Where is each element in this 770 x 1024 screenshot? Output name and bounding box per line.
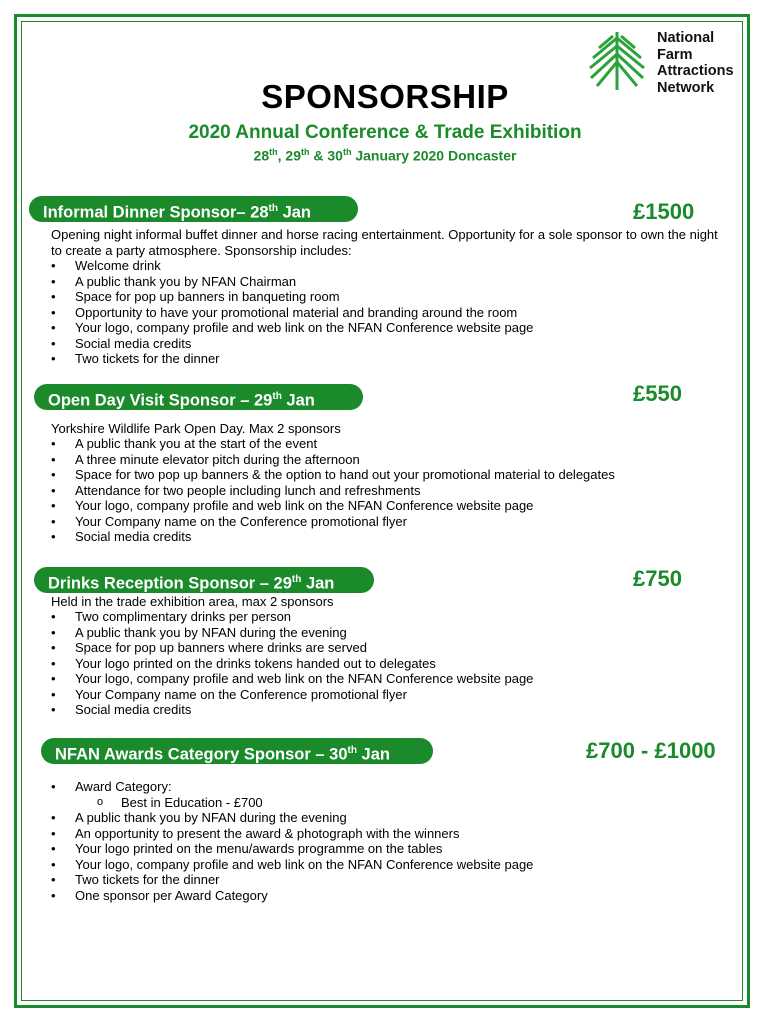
- section-heading-informal-dinner: Informal Dinner Sponsor– 28th Jan: [29, 196, 358, 222]
- section-intro: Opening night informal buffet dinner and horse racing entertainment. Opportunity for a sole sponsor to own the night to create a party atmosphere. Sponsorship includes:: [51, 227, 718, 258]
- logo-line: National: [657, 30, 715, 46]
- list-item: • Space for pop up banners in banqueting room: [51, 289, 533, 305]
- section-heading-open-day: Open Day Visit Sponsor – 29th Jan: [34, 384, 363, 410]
- list-item: • Your logo printed on the drinks tokens handed out to delegates: [51, 656, 533, 672]
- list-item: • Your logo printed on the menu/awards programme on the tables: [51, 841, 533, 857]
- logo-line: Network: [657, 79, 715, 96]
- list-item: • Your Company name on the Conference promotional flyer: [51, 687, 533, 703]
- list-item: • Two tickets for the dinner: [51, 351, 533, 367]
- list-item: • A public thank you by NFAN during the evening: [51, 810, 533, 826]
- sub-list-item: o Best in Education - £700: [51, 795, 533, 811]
- event-dates: 28th, 29th & 30th January 2020 Doncaster: [253, 147, 517, 164]
- sponsor-benefits-list: [51, 258, 533, 367]
- page-title: SPONSORSHIP: [261, 78, 509, 115]
- list-item: • Welcome drink: [51, 258, 533, 274]
- list-item: • A public thank you by NFAN during the evening: [51, 625, 533, 641]
- sponsor-benefits-list: [51, 609, 533, 718]
- list-item: • Award Category:: [51, 779, 533, 795]
- list-item: • Social media credits: [51, 529, 615, 545]
- section-heading-drinks-reception: Drinks Reception Sponsor – 29th Jan: [34, 567, 374, 593]
- list-item: • Your logo, company profile and web link on the NFAN Conference website page: [51, 498, 615, 514]
- list-item: • Space for two pop up banners & the option to hand out your promotional material to delegates: [51, 467, 615, 483]
- list-item: • Two complimentary drinks per person: [51, 609, 533, 625]
- price-drinks-reception: £750: [633, 566, 682, 591]
- list-item: • Social media credits: [51, 336, 533, 352]
- price-open-day: £550: [633, 381, 682, 406]
- list-item: • Attendance for two people including lunch and refreshments: [51, 483, 615, 499]
- list-item: • Social media credits: [51, 702, 533, 718]
- section-intro: Yorkshire Wildlife Park Open Day. Max 2 sponsors: [51, 421, 341, 436]
- list-item: • Your Company name on the Conference promotional flyer: [51, 514, 615, 530]
- sponsor-benefits-list: [51, 436, 615, 545]
- list-item: • A public thank you by NFAN Chairman: [51, 274, 533, 290]
- section-heading-awards-category: NFAN Awards Category Sponsor – 30th Jan: [41, 738, 433, 764]
- list-item: • Your logo, company profile and web link on the NFAN Conference website page: [51, 671, 533, 687]
- price-informal-dinner: £1500: [633, 199, 695, 224]
- section-intro: Held in the trade exhibition area, max 2 sponsors: [51, 594, 334, 609]
- list-item: • Two tickets for the dinner: [51, 872, 533, 888]
- list-item: • Your logo, company profile and web link on the NFAN Conference website page: [51, 320, 533, 336]
- list-item: • Space for pop up banners where drinks are served: [51, 640, 533, 656]
- logo-line: Farm: [657, 46, 693, 63]
- list-item: • A three minute elevator pitch during the afternoon: [51, 452, 615, 468]
- page-subtitle: 2020 Annual Conference & Trade Exhibition: [188, 122, 582, 143]
- sponsor-benefits-list: [51, 779, 533, 903]
- list-item: • One sponsor per Award Category: [51, 888, 533, 904]
- list-item: • A public thank you at the start of the event: [51, 436, 615, 452]
- list-item: • Opportunity to have your promotional material and branding around the room: [51, 305, 533, 321]
- logo-line: Attractions: [657, 63, 734, 79]
- list-item: • Your logo, company profile and web link on the NFAN Conference website page: [51, 857, 533, 873]
- list-item: • An opportunity to present the award & photograph with the winners: [51, 826, 533, 842]
- price-awards-category: £700 - £1000: [586, 738, 716, 763]
